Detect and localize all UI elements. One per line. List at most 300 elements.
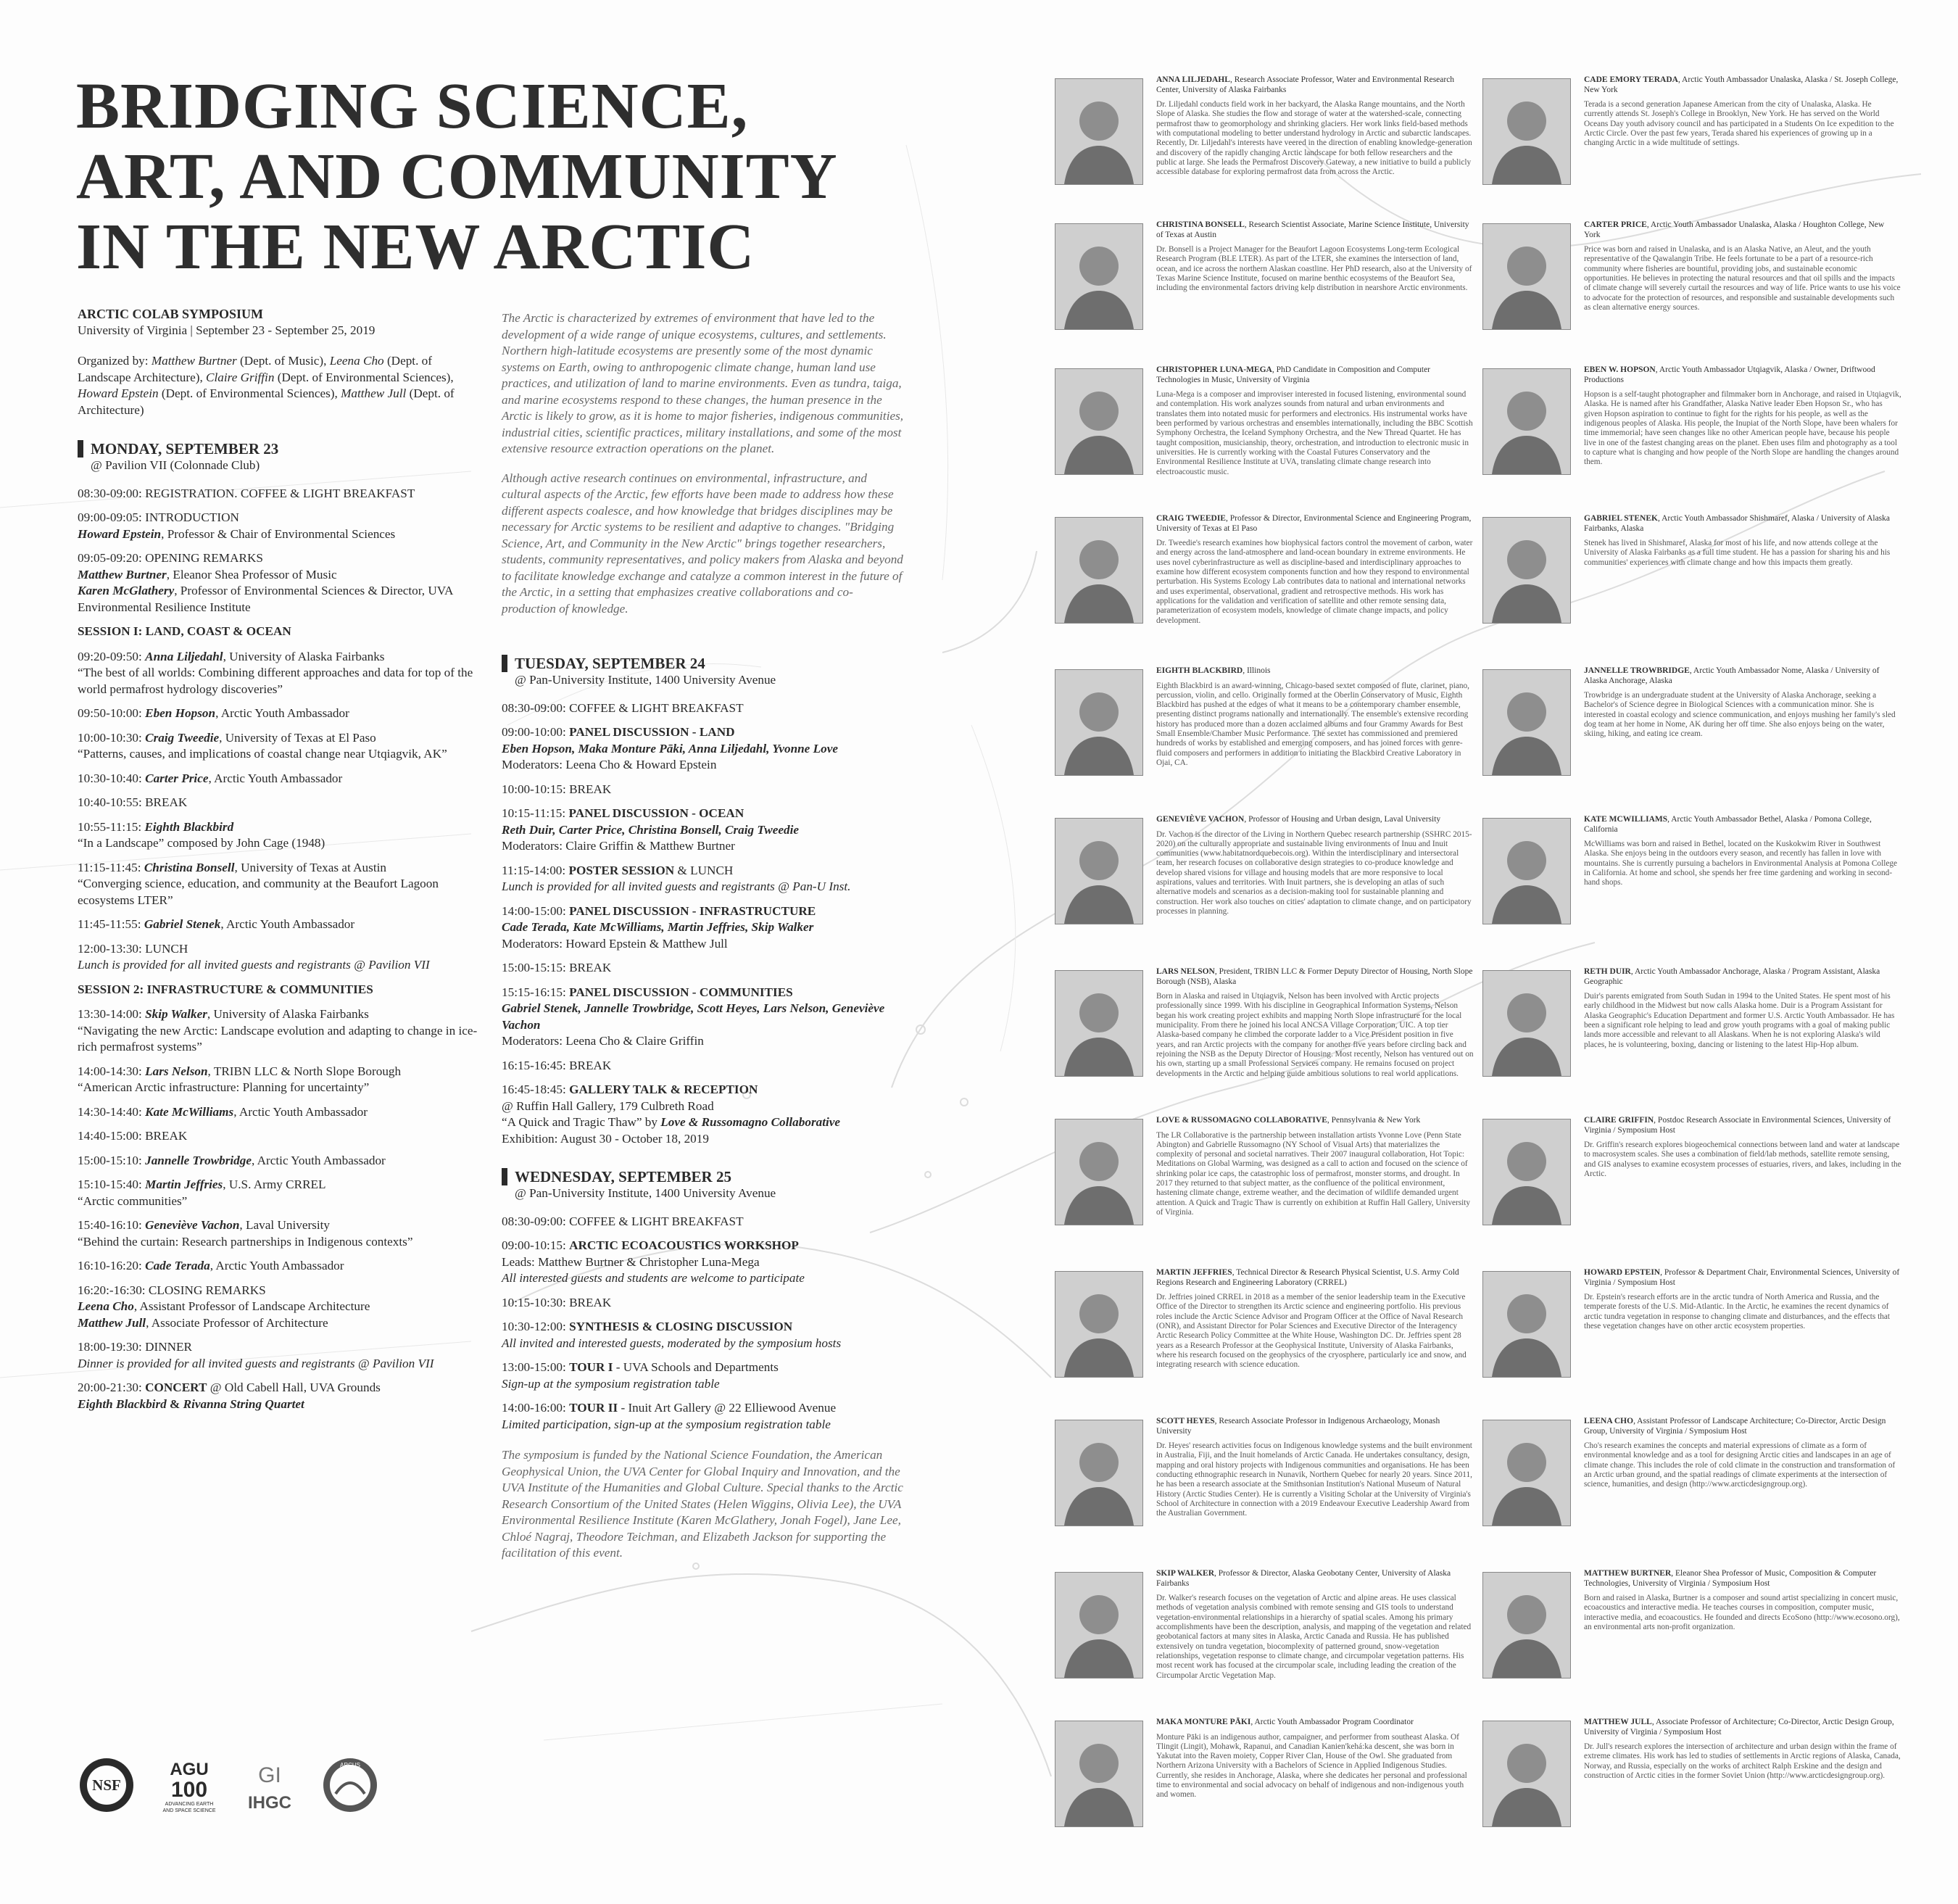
exhibit-title — [502, 1114, 904, 1131]
speaker-name: Christina Bonsell — [144, 860, 235, 874]
event-line — [502, 985, 904, 1001]
exhibit-name: “A Quick and Tragic Thaw” by — [502, 1115, 661, 1129]
schedule-event — [78, 1128, 484, 1145]
schedule-event — [78, 1104, 484, 1121]
performer-wrap — [78, 1397, 167, 1411]
bio-role: , Professor & Director, Alaska Geobotany Center, University of Alaska Fairbanks — [1156, 1569, 1451, 1588]
event-title: POSTER SESSION — [568, 863, 675, 877]
bio-role: , Professor & Department Chair, Environmental Sciences, University of Virginia / Symposium Host — [1584, 1268, 1900, 1287]
portrait-photo — [1482, 517, 1571, 624]
speaker-name: Lars Nelson — [145, 1064, 208, 1078]
bio-text — [1156, 1116, 1474, 1217]
portrait-photo — [1482, 1420, 1571, 1526]
speaker-name: Anna Liljedahl — [145, 649, 223, 663]
event-time: 10:30-12:00: — [502, 1320, 570, 1333]
speaker-affiliation: , U.S. Army CRREL — [223, 1177, 326, 1191]
event-note: Limited participation, sign-up at the symposium registration table — [502, 1417, 831, 1431]
schedule-event — [502, 1319, 904, 1352]
bio-name: CRAIG TWEEDIE — [1156, 514, 1226, 523]
speaker-name-wrap — [145, 1259, 210, 1272]
schedule-event — [78, 1283, 484, 1332]
bio-role: , Professor & Director, Environmental Science and Engineering Program, University of Texas at El Paso — [1156, 514, 1472, 533]
bio-heading — [1584, 1417, 1901, 1436]
bio-heading — [1156, 75, 1474, 95]
speaker-role: , Professor of Environmental Sciences & Director, UVA Environmental Resilience Institute — [78, 584, 453, 614]
portrait-photo — [1055, 1119, 1143, 1225]
bio-text — [1156, 666, 1474, 768]
bio-role: , Arctic Youth Ambassador Shishmaref, Alaska / University of Alaska Fairbanks, Alaska — [1584, 514, 1891, 533]
event-time: 11:15-14:00: — [502, 863, 569, 877]
schedule-event — [502, 1400, 904, 1433]
bio-heading — [1156, 220, 1474, 240]
talk-title: “Patterns, causes, and implications of coastal change near Utqiagvik, AK” — [78, 747, 447, 761]
schedule-event — [78, 941, 484, 974]
bio-description: Dr. Walker's research focuses on the vegetation of Arctic and alpine areas. He uses classical methods of vegetation analysis combined with remote sensing and GIS tools to understand vegetation-environmental relationships in a hierarchy of spatial scales. Among his primary accomplishments have been the description, analysis, and mapping of the vegetation and related geobotanical factors at many sites in Alaska, Arctic Canada and Russia. He has published extensively on tundra vegetation, biocomplexity of patterned ground, snow-vegetation relationships, vegetation response to climate change, and circumpolar vegetation patterns. His most recent work has focused at the circumpolar scale, including leading the creation of the Circumpolar Arctic Vegetation Map. — [1156, 1594, 1472, 1680]
event-title: PANEL DISCUSSION - COMMUNITIES — [569, 985, 793, 999]
bio-text — [1156, 220, 1474, 294]
event-time-title: 09:05-09:20: OPENING REMARKS — [78, 551, 263, 565]
speaker-name: Cade Terada — [145, 1259, 210, 1272]
event-title-suffix: - Inuit Art Gallery @ 22 Elliewood Avenue — [618, 1401, 837, 1415]
schedule-event — [78, 1153, 484, 1170]
event-line — [502, 903, 904, 920]
monday-column — [78, 306, 484, 1420]
bio-heading — [1156, 365, 1474, 385]
bio-name: JANNELLE TROWBRIDGE — [1584, 666, 1690, 675]
speaker-name-wrap — [145, 731, 219, 745]
nsf-logo — [78, 1756, 136, 1814]
speaker-name: Eben Hopson — [145, 706, 216, 720]
speaker-name-wrap — [145, 1007, 207, 1021]
bio-heading — [1584, 967, 1901, 987]
gi-logo-text: GI — [258, 1763, 281, 1787]
nsf-logo-text: NSF — [92, 1776, 121, 1794]
portrait-photo — [1482, 1572, 1571, 1679]
speaker-name: Craig Tweedie — [145, 730, 220, 745]
speaker-name-wrap — [144, 820, 233, 834]
event-time: 14:30-14:40: — [78, 1104, 146, 1119]
event-time: 15:00-15:15: BREAK — [502, 961, 612, 974]
schedule-event — [78, 916, 484, 933]
schedule-event — [502, 782, 904, 798]
portrait-photo — [1482, 1271, 1571, 1378]
intro-paragraph: Although active research continues on environmental, infrastructure, and cultural aspects of the Arctic, few efforts have been made to address how these different aspects coalesce, and how knowledge that bridges disciplines may be necessary for Arctic systems to be resilient and adaptive to changes. "Bridging Science, Art, and Community in the New Arctic" brings together researchers, students, community representatives, and policy makers from Alaska and beyond to facilitate knowledge exchange and catalyze a common interest in the future of the Arctic, in a setting that emphasizes creative collaborations and co-production of knowledge. — [502, 471, 903, 616]
event-time: 13:30-14:00: — [78, 1007, 146, 1021]
bio-role: , Technical Director & Research Physical Scientist, U.S. Army Cold Regions Research and Engineering Laboratory (CRREL) — [1156, 1268, 1459, 1287]
bio-name: LARS NELSON — [1156, 967, 1215, 976]
organizer-name: Howard Epstein — [78, 386, 159, 400]
bio-heading — [1156, 967, 1474, 987]
event-line — [502, 700, 904, 717]
event-line — [78, 916, 484, 933]
agu-logo — [159, 1756, 220, 1814]
schedule-event — [78, 1380, 484, 1412]
schedule-event — [78, 1006, 484, 1056]
schedule-event — [78, 1258, 484, 1275]
speaker-affiliation: , Arctic Youth Ambassador — [210, 1259, 344, 1272]
bio-text — [1584, 1718, 1901, 1781]
event-time: 09:00-10:00: — [502, 725, 570, 739]
event-line — [78, 649, 484, 666]
bio-text — [1584, 1116, 1901, 1179]
ihgc-logo-text: IHGC — [248, 1793, 291, 1813]
event-title: TOUR II — [569, 1401, 618, 1415]
event-line — [78, 1104, 484, 1121]
session-2-events — [78, 1006, 484, 1412]
performer-joiner: & — [166, 1396, 183, 1411]
bio-name: SCOTT HEYES — [1156, 1417, 1215, 1425]
schedule-event — [78, 649, 484, 698]
event-time: 15:15-16:15: — [502, 985, 570, 999]
event-time: 10:55-11:15: — [78, 819, 145, 834]
bio-heading — [1584, 220, 1901, 240]
event-line — [502, 782, 904, 798]
bio-description: Luna-Mega is a composer and improviser interested in focused listening, environmental sound and contemplation. His work analyzes sounds from natural and urban environments and translates them into notated music for performers and electronics. His instrumental works have been performed by various orchestras and ensembles internationally, including the BBC Scottish Symphony Orchestra, the Iceland Symphony Orchestra, and the New Thread Quartet. He has taught composition, musicianship, theory, orchestration, and introduction to electronic music in universities. He is currently working with the Coastal Futures Conservatory and the Environmental Resilience Institute at UVA, translating climate change research into electroacoustic music. — [1156, 390, 1473, 476]
event-time: 16:15-16:45: BREAK — [502, 1058, 612, 1072]
event-time: 20:00-21:30: — [78, 1381, 146, 1394]
event-title: PANEL DISCUSSION - LAND — [569, 725, 735, 739]
bio-description: Born in Alaska and raised in Utqiagvik, Nelson has been involved with Arctic projects professionally since 1999. With his discipline in Geographical Information Systems, Nelson began his work creating project exhibits and mapping North Slope infrastructure for the local municipality. From there he joined his local ANCSA Village Corporation, UIC. A top tier Alaska-based company he climbed the corporate ladder to a Vice President position in five years, and ran Arctic projects with the company for another five years before circling back and rejoining the NSB as the Deputy Director of Housing. Most recently, Nelson has ventured out on his own, starting up a small Professional Services company. He remains focused on project developments in the Arctic and helping guide ambitious solutions to real world applications. — [1156, 992, 1474, 1078]
session-1-events — [78, 649, 484, 974]
performer-name: Eighth Blackbird — [78, 1396, 167, 1411]
event-time: 16:45-18:45: — [502, 1083, 570, 1096]
bio-heading — [1156, 1116, 1474, 1126]
event-line — [78, 795, 484, 811]
event-time: 16:20:-16:30: CLOSING REMARKS — [78, 1283, 266, 1297]
bio-description: Eighth Blackbird is an award-winning, Chicago-based sextet composed of flute, clarinet, piano, percussion, violin, and cello. Originally formed at the Oberlin Conservatory of Music, Eighth Blackbird has pushed at the edges of what it means to be a contemporary chamber ensemble, presenting distinct programs nationally and internationally. The ensemble's extensive recording history has produced more than a dozen acclaimed albums and four Grammy Awards for Best Small Ensemble/Chamber Music Performance. The sextet has commissioned and premiered hundreds of works by established and emerging composers, and has joined forces with genre-fluid composers and performers in addition to initiating the Blackbird Creative Laboratory in Ojai, CA. — [1156, 681, 1469, 767]
schedule-event — [502, 1359, 904, 1392]
bio-text — [1156, 514, 1474, 626]
speaker-name-wrap — [144, 917, 221, 931]
bio-heading — [1584, 75, 1901, 95]
event-title: TOUR I — [569, 1360, 613, 1374]
schedule-event — [78, 795, 484, 811]
event-line — [78, 1006, 484, 1023]
speaker-name-wrap — [145, 650, 223, 663]
event-line — [78, 771, 484, 787]
event-line — [78, 1258, 484, 1275]
bio-name: MATTHEW JULL — [1584, 1718, 1652, 1726]
speaker-affiliation: , Arctic Youth Ambassador — [215, 706, 349, 720]
bio-description: Dr. Jeffries joined CRREL in 2018 as a member of the senior leadership team in the Executive Office of the Director to strengthen its Arctic science and engineering portfolio. His previous roles include the Arctic Science Advisor and Program Officer at the Office of Naval Research (ONR), and Assistant Director for Polar Sciences and Executive Director of the Interagency Arctic Research Policy Committee at the White House, Washington DC. Dr. Jeffries spent 28 years as a Research Professor at the Geophysical Institute, University of Alaska Fairbanks, where his research focused on the geophysics of the cryosphere, particularly ice and snow, and integrating research with science education. — [1156, 1293, 1467, 1370]
organizer-name: Leena Cho — [329, 354, 384, 368]
schedule-event — [78, 730, 484, 763]
bio-name: CADE EMORY TERADA — [1584, 75, 1678, 84]
sponsor-logos — [78, 1756, 379, 1814]
event-time: 11:45-11:55: — [78, 917, 144, 931]
bio-text — [1156, 1417, 1474, 1519]
event-line — [78, 1177, 484, 1193]
event-time-title: 09:00-09:05: INTRODUCTION — [78, 510, 239, 524]
event-time: 14:00-16:00: — [502, 1401, 570, 1415]
panelists: Reth Duir, Carter Price, Christina Bonsell, Craig Tweedie — [502, 822, 799, 837]
panelists: Cade Terada, Kate McWilliams, Martin Jeffries, Skip Walker — [502, 920, 814, 934]
schedule-event — [502, 1238, 904, 1287]
event-detail: Moderators: Leena Cho & Howard Epstein — [502, 758, 717, 771]
event-time: 14:00-15:00: — [502, 903, 570, 918]
arcus-logo-text: ARCUS — [339, 1762, 361, 1768]
bio-text — [1584, 1417, 1901, 1490]
symposium-location-dates: University of Virginia | September 23 - September 25, 2019 — [78, 323, 376, 337]
speaker-role: , Professor & Chair of Environmental Sciences — [161, 526, 396, 541]
panelists: Eben Hopson, Maka Monture Pāki, Anna Liljedahl, Yvonne Love — [502, 741, 838, 756]
monday-heading: MONDAY, SEPTEMBER 23 — [78, 440, 484, 458]
speaker-affiliation: , Arctic Youth Ambassador — [220, 917, 355, 931]
event-title: PANEL DISCUSSION - OCEAN — [568, 806, 744, 820]
event-time: 10:15-10:30: BREAK — [502, 1295, 612, 1309]
bio-description: Trowbridge is an undergraduate student at the University of Alaska Anchorage, seeking a Bachelor's of Science degree in Biological Sciences with a communication minor. She is interested in coastal ecology and science communication, and enjoys mushing her family's sled dog team at her home in Nome, AK during her off time. She also enjoys being on the water, skiing, hiking, and eating ice cream. — [1584, 691, 1896, 739]
agu-logo-number: 100 — [170, 1778, 208, 1802]
schedule-event — [78, 771, 484, 787]
talk-title: “Converging science, education, and community at the Beaufort Lagoon ecosystems LTER” — [78, 877, 439, 907]
portrait-photo — [1055, 1721, 1143, 1827]
bio-description: Dr. Liljedahl conducts field work in her backyard, the Alaska Range mountains, and the North Slope of Alaska. She studies the flow and storage of water at the watershed-scale, connecting permafrost thaw to geomorphology and shrinking glaciers. Her work links field-based methods with computational modeling to better understand hydrology in Arctic and subarctic landscapes. Recently, Dr. Liljedahl's interests have veered in the direction of enabling knowledge-generation and discovery of the rapidly changing Arctic landscape for both fellow researchers and the public at large. She leads the Permafrost Discovery Gateway, a new initiative to build a publicly accessible database for exploring permafrost data from across the Arctic. — [1156, 100, 1472, 177]
bio-heading — [1584, 514, 1901, 534]
event-time: 10:30-10:40: — [78, 771, 146, 785]
performer-name: Rivanna String Quartet — [183, 1396, 304, 1411]
event-time: 15:40-16:10: — [78, 1218, 146, 1232]
speaker-affiliation: , Arctic Youth Ambassador — [252, 1153, 386, 1167]
event-note: Dinner is provided for all invited guests and registrants @ Pavilion VII — [78, 1356, 434, 1370]
event-time: 10:40-10:55: BREAK — [78, 795, 188, 809]
speaker-name-wrap — [145, 1105, 233, 1119]
monday-venue: @ Pavilion VII (Colonnade Club) — [91, 458, 260, 472]
exhibit-artist: Love & Russomagno Collaborative — [660, 1115, 841, 1129]
schedule-event — [502, 806, 904, 855]
event-line — [78, 819, 484, 836]
bio-role: , Assistant Professor of Landscape Architecture; Co-Director, Arctic Design Group, University of Virginia / Symposium Host — [1584, 1417, 1886, 1436]
speaker-name: Matthew Burtner — [78, 567, 167, 581]
portrait-photo — [1482, 78, 1571, 185]
schedule-event — [502, 1295, 904, 1312]
bio-heading — [1584, 815, 1901, 835]
bio-role: , Research Associate Professor, Water and Environmental Research Center, University of Alaska Fairbanks — [1156, 75, 1455, 94]
session-2-heading: SESSION 2: INFRASTRUCTURE & COMMUNITIES — [78, 982, 373, 996]
bio-description: Dr. Tweedie's research examines how biophysical factors control the movement of carbon, water and energy across the land-atmosphere and land-ocean boundary in extreme environments. He uses novel cyberinfrastructure as well as discipline-based and interdisciplinary approaches to examine how different ecosystem components function and how they respond to environmental perturbation. His Systems Ecology Lab contributes data to national and international networks and uses experimental, observational, gradient and retrospective methods. His work has applications for the validation and verification of satellite and other remote sensing data, parameterization of ecosystem models, knowledge of climate change impacts, and policy development. — [1156, 539, 1473, 625]
bio-text — [1584, 967, 1901, 1050]
bio-role: , Postdoc Research Associate in Environmental Sciences, University of Virginia / Symposium Host — [1584, 1116, 1891, 1135]
event-line — [502, 1319, 904, 1336]
speaker-affiliation: , University of Texas at Austin — [234, 860, 386, 874]
bio-text — [1156, 1268, 1474, 1370]
event-line — [502, 724, 904, 741]
event-line — [78, 1283, 484, 1299]
bio-text — [1584, 514, 1901, 568]
performers — [78, 1396, 484, 1413]
speaker-name: Karen McGlathery — [78, 584, 175, 597]
portrait-photo — [1055, 1420, 1143, 1526]
bio-description: Dr. Vachon is the director of the Living in Northern Quebec research partnership (SSHRC 2015-2020) on the culturally appropriate and sustainable living environments of Inuu and Inuit communities (www.habitatnordquebecois.org). Within the interdisciplinary and intersectoral team, her research focuses on collaborative design strategies to co-produce knowledge and develop shared visions for village and housing models that are more responsive to local aspirations, values and territories. With Inuit partners, she is developing an atlas of such alternative models and scenarios as a decision-making tool for sustainable planning and construction. Her work also touches on cities' adaptation to climate change, and on participatory processes in planning. — [1156, 829, 1472, 916]
event-detail: Moderators: Leena Cho & Claire Griffin — [502, 1034, 704, 1048]
bio-name: MARTIN JEFFRIES — [1156, 1268, 1232, 1277]
portrait-photo — [1482, 1721, 1571, 1827]
bio-name: KATE MCWILLIAMS — [1584, 815, 1668, 824]
event-detail: @ Ruffin Hall Gallery, 179 Culbreth Road — [502, 1098, 714, 1113]
speaker-name-wrap — [145, 1064, 207, 1078]
title-line-1: BRIDGING SCIENCE, — [76, 70, 749, 142]
event-time: 12:00-13:30: LUNCH — [78, 941, 188, 956]
bio-text — [1584, 1569, 1901, 1632]
event-opening-remarks — [78, 550, 484, 616]
portrait-photo — [1482, 818, 1571, 924]
bio-text — [1156, 815, 1474, 916]
bio-text — [1156, 1569, 1474, 1681]
bio-role: , Research Scientist Associate, Marine Science Institute, University of Texas at Austin — [1156, 220, 1469, 239]
tuesday-venue: @ Pan-University Institute, 1400 University Avenue — [515, 673, 776, 687]
speaker-role: , Eleanor Shea Professor of Music — [166, 567, 337, 581]
schedule-event — [78, 1177, 484, 1209]
bio-role: , Arctic Youth Ambassador Nome, Alaska / University of Alaska Anchorage, Alaska — [1584, 666, 1880, 685]
schedule-event — [78, 1064, 484, 1096]
exhibit-artist-wrap — [660, 1115, 840, 1129]
organizers — [78, 353, 484, 418]
speaker-name: Kate McWilliams — [145, 1104, 234, 1119]
schedule-event — [502, 960, 904, 977]
portrait-photo — [1055, 223, 1143, 330]
schedule-event — [78, 705, 484, 722]
event-title: CONCERT — [145, 1381, 207, 1394]
title-line-2: ART, AND COMMUNITY — [76, 141, 838, 212]
event-title: PANEL DISCUSSION - INFRASTRUCTURE — [569, 903, 816, 918]
schedule-event — [502, 985, 904, 1050]
speaker-name: Carter Price — [145, 771, 209, 785]
event-time: 10:15-11:15: — [502, 806, 569, 820]
bio-heading — [1156, 1417, 1474, 1436]
event-note: Sign-up at the symposium registration table — [502, 1376, 720, 1391]
arcus-logo — [321, 1756, 379, 1814]
bio-role: , Illinois — [1243, 666, 1271, 675]
portrait-photo — [1482, 669, 1571, 776]
schedule-event — [78, 860, 484, 909]
event-note: All interested guests and students are welcome to participate — [502, 1271, 805, 1285]
schedule-event — [78, 1217, 484, 1250]
portrait-photo — [1482, 368, 1571, 475]
bio-role: , Arctic Youth Ambassador Unalaska, Alaska / Houghton College, New York — [1584, 220, 1885, 239]
bio-text — [1156, 1718, 1474, 1800]
bio-text — [1584, 220, 1901, 312]
organizer-dept: (Dept. of Environmental Sciences), — [158, 386, 341, 400]
event-line — [502, 1082, 904, 1098]
event-line — [78, 705, 484, 722]
organizer-dept: (Dept. of Environmental Sciences), — [274, 370, 454, 384]
bio-name: RETH DUIR — [1584, 967, 1631, 976]
bio-description: The LR Collaborative is the partnership between installation artists Yvonne Love (Penn State Abington) and Gabrielle Russomagno (NY School of Visual Arts) that materializes the complexity of personal and societal narratives. Their 2007 inaugural collaboration, Hot Topic: Meditations on Global Warming, was designed as a call to action and focused on the science of shrinking polar ice caps, the catastrophic loss of permafrost, monster storms, and drought. In 2017 they returned to that subject matter, as the confluence of the political environment, hastening climate change, extreme weather, and the decimation of wildlife demanded urgent attention. A Quick and Tragic Thaw is currently on exhibition at Ruffin Hall Gallery, University of Virginia. — [1156, 1130, 1471, 1217]
talk-title: “Arctic communities” — [78, 1193, 188, 1208]
speaker-affiliation: , Arctic Youth Ambassador — [208, 771, 343, 785]
speaker-name-wrap — [144, 861, 235, 874]
wednesday-events — [502, 1214, 904, 1433]
tuesday-heading: TUESDAY, SEPTEMBER 24 — [502, 655, 904, 672]
tuesday-wednesday-column — [502, 310, 904, 1574]
closing-speaker — [78, 1315, 484, 1332]
portrait-photo — [1055, 78, 1143, 185]
event-time: 08:30-09:00: COFFEE & LIGHT BREAKFAST — [502, 1214, 744, 1228]
bio-role: , Eleanor Shea Professor of Music, Composition & Computer Technologies, University of Virginia / Symposium Host — [1584, 1569, 1877, 1588]
bio-text — [1156, 967, 1474, 1079]
wednesday-venue: @ Pan-University Institute, 1400 University Avenue — [515, 1186, 776, 1200]
event-note: All invited and interested guests, moderated by the symposium hosts — [502, 1336, 842, 1350]
event-line — [502, 1238, 904, 1254]
schedule-event — [78, 1339, 484, 1372]
event-title-suffix: & LUNCH — [674, 863, 734, 877]
portrait-photo — [1055, 517, 1143, 624]
schedule-event — [502, 724, 904, 774]
talk-title: “American Arctic infrastructure: Planning for uncertainty” — [78, 1080, 370, 1094]
event-time: 09:00-10:15: — [502, 1238, 570, 1252]
bio-text — [1584, 75, 1901, 149]
speaker-name: Geneviève Vachon — [145, 1218, 240, 1232]
bio-description: Cho's research examines the concepts and material expressions of climate as a form of environmental knowledge and as a tool for designing Arctic cities and landscapes in an age of climate change. This includes the role of cold climate in the construction and transformation of an Arctic urban ground, and the spatial readings of climate experiments at the intersection of science, humanities, and design (http://www.arcticdesigngroup.org). — [1584, 1441, 1896, 1489]
event-title-suffix: - UVA Schools and Departments — [613, 1360, 779, 1374]
bio-description: Dr. Epstein's research efforts are in the arctic tundra of North America and Russia, and the temperate forests of the U.S. Mid-Atlantic. In the Arctic, he examines the recent dynamics of arctic tundra vegetation in response to changing climate and disturbances, and the effects that these vegetation changes have on other arctic ecosystem properties. — [1584, 1293, 1891, 1331]
portrait-photo — [1055, 1572, 1143, 1679]
portrait-photo — [1055, 970, 1143, 1077]
bio-heading — [1584, 666, 1901, 686]
schedule-event — [502, 1058, 904, 1075]
organizer-dept: (Dept. of Architecture) — [78, 386, 455, 417]
bio-name: MATTHEW BURTNER — [1584, 1569, 1672, 1578]
ihgc-logo — [244, 1756, 298, 1814]
agu-logo-tagline-2: AND SPACE SCIENCE — [162, 1808, 216, 1813]
event-line — [502, 1295, 904, 1312]
bio-heading — [1156, 815, 1474, 825]
bio-name: GENEVIÈVE VACHON — [1156, 815, 1245, 824]
bio-name: CARTER PRICE — [1584, 220, 1647, 229]
bio-name: LEENA CHO — [1584, 1417, 1634, 1425]
bio-text — [1156, 75, 1474, 178]
bio-name: CLAIRE GRIFFIN — [1584, 1116, 1654, 1125]
performer-wrap — [183, 1397, 304, 1411]
bio-name: SKIP WALKER — [1156, 1569, 1214, 1578]
event-time: 09:20-09:50: — [78, 649, 146, 663]
portrait-photo — [1055, 818, 1143, 924]
bio-heading — [1156, 1718, 1474, 1728]
event-line — [78, 1380, 484, 1396]
bio-text — [1584, 815, 1901, 888]
bio-heading — [1156, 666, 1474, 676]
bio-name: MAKA MONTURE PĀKI — [1156, 1718, 1251, 1726]
funding-acknowledgement: The symposium is funded by the National Science Foundation, the American Geophysical Union, the UVA Center for Global Inquiry and Innovation, and the UVA Institute of the Humanities and Global Culture. Special thanks to the Arctic Research Consortium of the United States (Helen Wiggins, Olivia Lee), the UVA Environmental Resilience Institute (Karen McGlathery, Jonah Fogel), Jane Lee, Chloé Nagraj, Theodore Teichman, and Elizabeth Jackson for supporting the facilitation of this event. — [502, 1448, 903, 1560]
speaker-name-wrap — [145, 1218, 239, 1232]
closing-speaker — [78, 1299, 484, 1315]
agu-logo-tagline-1: ADVANCING EARTH — [165, 1802, 214, 1807]
event-line — [78, 1064, 484, 1080]
talk-title: “Behind the curtain: Research partnerships in Indigenous contexts” — [78, 1234, 413, 1249]
bio-name: CHRISTINA BONSELL — [1156, 220, 1245, 229]
event-line — [502, 806, 904, 822]
organized-by-label: Organized by: — [78, 354, 149, 368]
bio-text — [1156, 365, 1474, 477]
bio-description: Dr. Bonsell is a Project Manager for the Beaufort Lagoon Ecosystems Long-term Ecological Research Program (BLE LTER). As part of the LTER, she examines the intersection of land, ocean, and ice across the northern Alaskan coastline. Her PhD research, also at the University of Texas Marine Science Institute, focused on marine benthic ecosystems of the Beaufort Sea, including the environmental factors driving kelp distribution in nearshore Arctic environments. — [1156, 245, 1472, 293]
event-time: 09:50-10:00: — [78, 706, 146, 720]
bio-description: Born and raised in Alaska, Burtner is a composer and sound artist specializing in concert music, ecoacoustics and interactive media. He teaches courses in composition, computer music, interactive media, and ecoacoustics. He founded and directs EcoSono (http://www.ecosono.org), an environmental arts non-profit organization. — [1584, 1594, 1900, 1632]
event-line — [78, 1128, 484, 1145]
event-time: 08:30-09:00: COFFEE & LIGHT BREAKFAST — [502, 700, 744, 715]
speaker-affiliation: , Laval University — [239, 1218, 330, 1232]
bio-name: ANNA LILJEDAHL — [1156, 75, 1230, 84]
speaker-name: Matthew Jull — [78, 1315, 146, 1330]
speaker-affiliation: , University of Alaska Fairbanks — [207, 1007, 369, 1021]
event-title: GALLERY TALK & RECEPTION — [569, 1083, 758, 1096]
bio-role: , PhD Candidate in Composition and Computer Technologies in Music, University of Virginia — [1156, 365, 1431, 384]
event-title: ARCTIC ECOACOUSTICS WORKSHOP — [569, 1238, 799, 1252]
speaker-name: Jannelle Trowbridge — [145, 1153, 252, 1167]
schedule-event — [502, 1082, 904, 1147]
event-line — [78, 860, 484, 877]
talk-title: “In a Landscape” composed by John Cage (1948) — [78, 836, 325, 850]
talk-title: “The best of all worlds: Combining different approaches and data for top of the world permafrost hydrology discoveries” — [78, 666, 473, 696]
event-detail: Moderators: Howard Epstein & Matthew Jull — [502, 936, 728, 951]
